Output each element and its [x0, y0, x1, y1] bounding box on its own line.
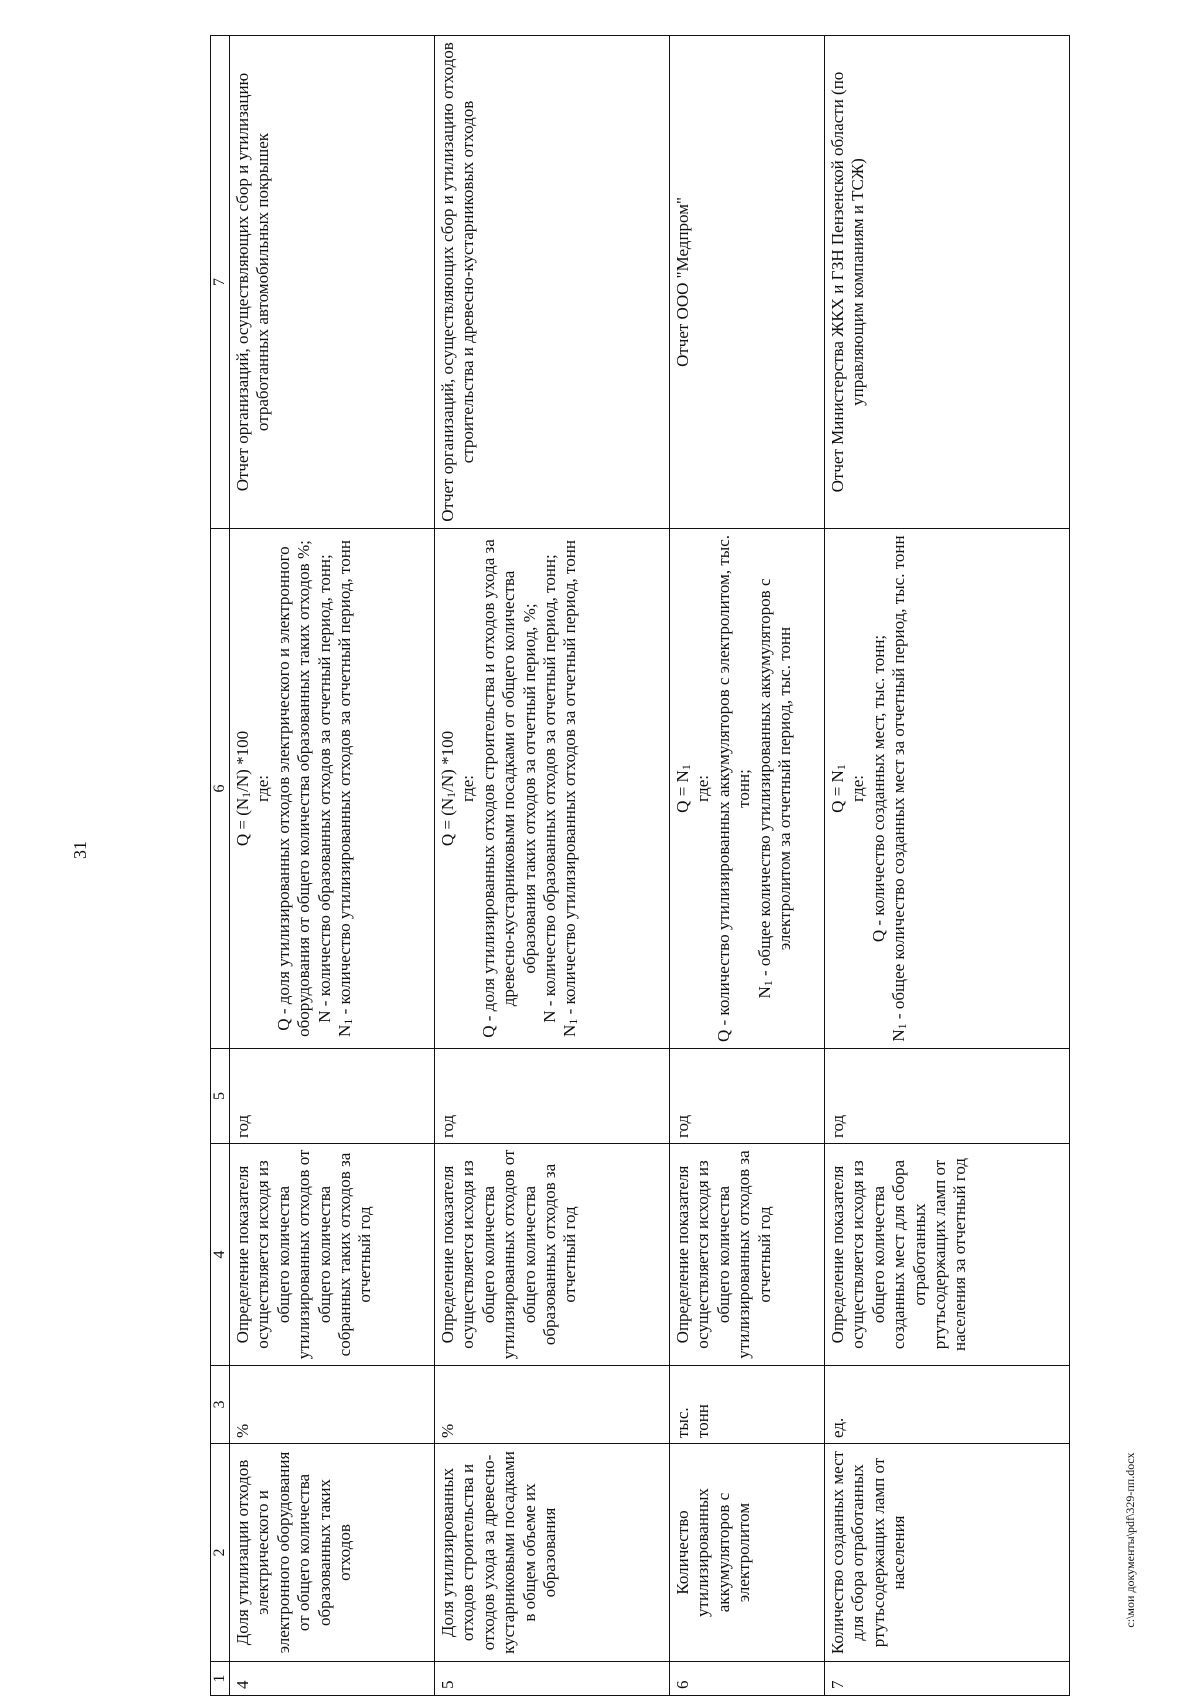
unit-cell: % [230, 1366, 435, 1444]
formula-cell [435, 529, 670, 1049]
indicator-name: Количество созданных мест для сбора отработанных ртутьсодержащих ламп от населения [825, 1444, 1070, 1662]
header-cell: 2 [211, 1444, 230, 1662]
unit-cell: тыс. тонн [670, 1366, 825, 1444]
formula-where: где: [848, 774, 868, 803]
period-cell: год [230, 1049, 435, 1144]
formula-cell [825, 529, 1070, 1049]
method-cell: Определение показателя осуществляется исходя из общего количества утилизированных отходов от общего количества собранных таких отходов за отчетный год [230, 1144, 435, 1366]
formula-where: где: [253, 774, 273, 803]
row-number: 4 [230, 1662, 435, 1696]
formula-definition: N1 - количество утилизированных отходов за отчетный период, тонн [334, 540, 355, 1037]
page-number: 31 [70, 841, 90, 859]
table-header-row [211, 36, 230, 1696]
formula-cell [230, 529, 435, 1049]
table-row [670, 36, 825, 1696]
formula-definition: Q - количество созданных мест, тыс. тонн; [868, 634, 888, 943]
row-number: 6 [670, 1662, 825, 1696]
header-cell: 3 [211, 1366, 230, 1444]
indicator-table-wrapper [210, 36, 1070, 1696]
row-number: 7 [825, 1662, 1070, 1696]
formula-definition: N1 - общее количество созданных мест за отчетный период, тыс. тонн [889, 535, 910, 1042]
formula-cell [670, 529, 825, 1049]
method-cell: Определение показателя осуществляется исходя из общего количества созданных мест для сбора отработанных ртутьсодержащих ламп от населения за отчетный год [825, 1144, 1070, 1366]
indicator-name: Доля утилизации отходов электрического и электронного оборудования от общего количества образованных таких отходов [230, 1444, 435, 1662]
table-row [230, 36, 435, 1696]
formula-definition: N1 - общее количество утилизированных аккумуляторов с электролитом за отчетный период, тыс. тонн [754, 578, 794, 999]
formula-definition: Q - доля утилизированных отходов строительства и отходов ухода за древесно-кустарниковыми посадками от общего количества образования таких отходов за отчетный период, %; [478, 539, 539, 1038]
method-cell: Определение показателя осуществляется исходя из общего количества утилизированных отходов от общего количества образованных отходов за отчетный год [435, 1144, 670, 1366]
header-cell: 5 [211, 1049, 230, 1144]
formula-definition: Q - количество утилизированных аккумуляторов с электролитом, тыс. тонн; [713, 535, 754, 1043]
source-cell: Отчет Министерства ЖКХ и ГЗН Пензенской области (по управляющим компаниям и ТСЖ) [825, 36, 1070, 529]
indicator-table [210, 35, 1070, 1696]
formula-definition: N - количество образованных отходов за отчетный период, тонн; [314, 554, 334, 1023]
formula-definition: Q - доля утилизированных отходов электрического и электронного оборудования от общего количества образованных таких отходов %; [273, 540, 314, 1037]
header-cell: 6 [211, 529, 230, 1049]
formula-line: Q = N1 [673, 764, 693, 813]
footer-file-path: c:\мои документы\pdf\329-пп.docx [1123, 1452, 1137, 1628]
header-cell: 7 [211, 36, 230, 529]
table-row [825, 36, 1070, 1696]
formula-where: где: [458, 774, 478, 803]
header-cell: 1 [211, 1662, 230, 1696]
unit-cell: % [435, 1366, 670, 1444]
formula-where: где: [693, 774, 713, 803]
period-cell: год [435, 1049, 670, 1144]
unit-cell: ед. [825, 1366, 1070, 1444]
formula-line: Q = N1 [828, 764, 848, 813]
formula-definition: N - количество образованных отходов за отчетный период, тонн; [539, 554, 559, 1023]
row-number: 5 [435, 1662, 670, 1696]
period-cell: год [670, 1049, 825, 1144]
source-cell: Отчет организаций, осуществляющих сбор и утилизацию отработанных автомобильных покрышек [230, 36, 435, 529]
formula-line: Q = (N1/N) *100 [438, 730, 458, 847]
source-cell: Отчет организаций, осуществляющих сбор и утилизацию отходов строительства и древесно-кустарниковых отходов [435, 36, 670, 529]
indicator-name: Доля утилизированных отходов строительства и отходов ухода за древесно-кустарниковыми посадками в общем объеме их образования [435, 1444, 670, 1662]
table-row [435, 36, 670, 1696]
method-cell: Определение показателя осуществляется исходя из общего количества утилизированных отходов за отчетный год [670, 1144, 825, 1366]
formula-definition: N1 - количество утилизированных отходов за отчетный период, тонн [560, 540, 581, 1037]
period-cell: год [825, 1049, 1070, 1144]
formula-line: Q = (N1/N) *100 [233, 730, 253, 847]
source-cell: Отчет ООО "Медпром" [670, 36, 825, 529]
indicator-name: Количество утилизированных аккумуляторов с электролитом [670, 1444, 825, 1662]
header-cell: 4 [211, 1144, 230, 1366]
